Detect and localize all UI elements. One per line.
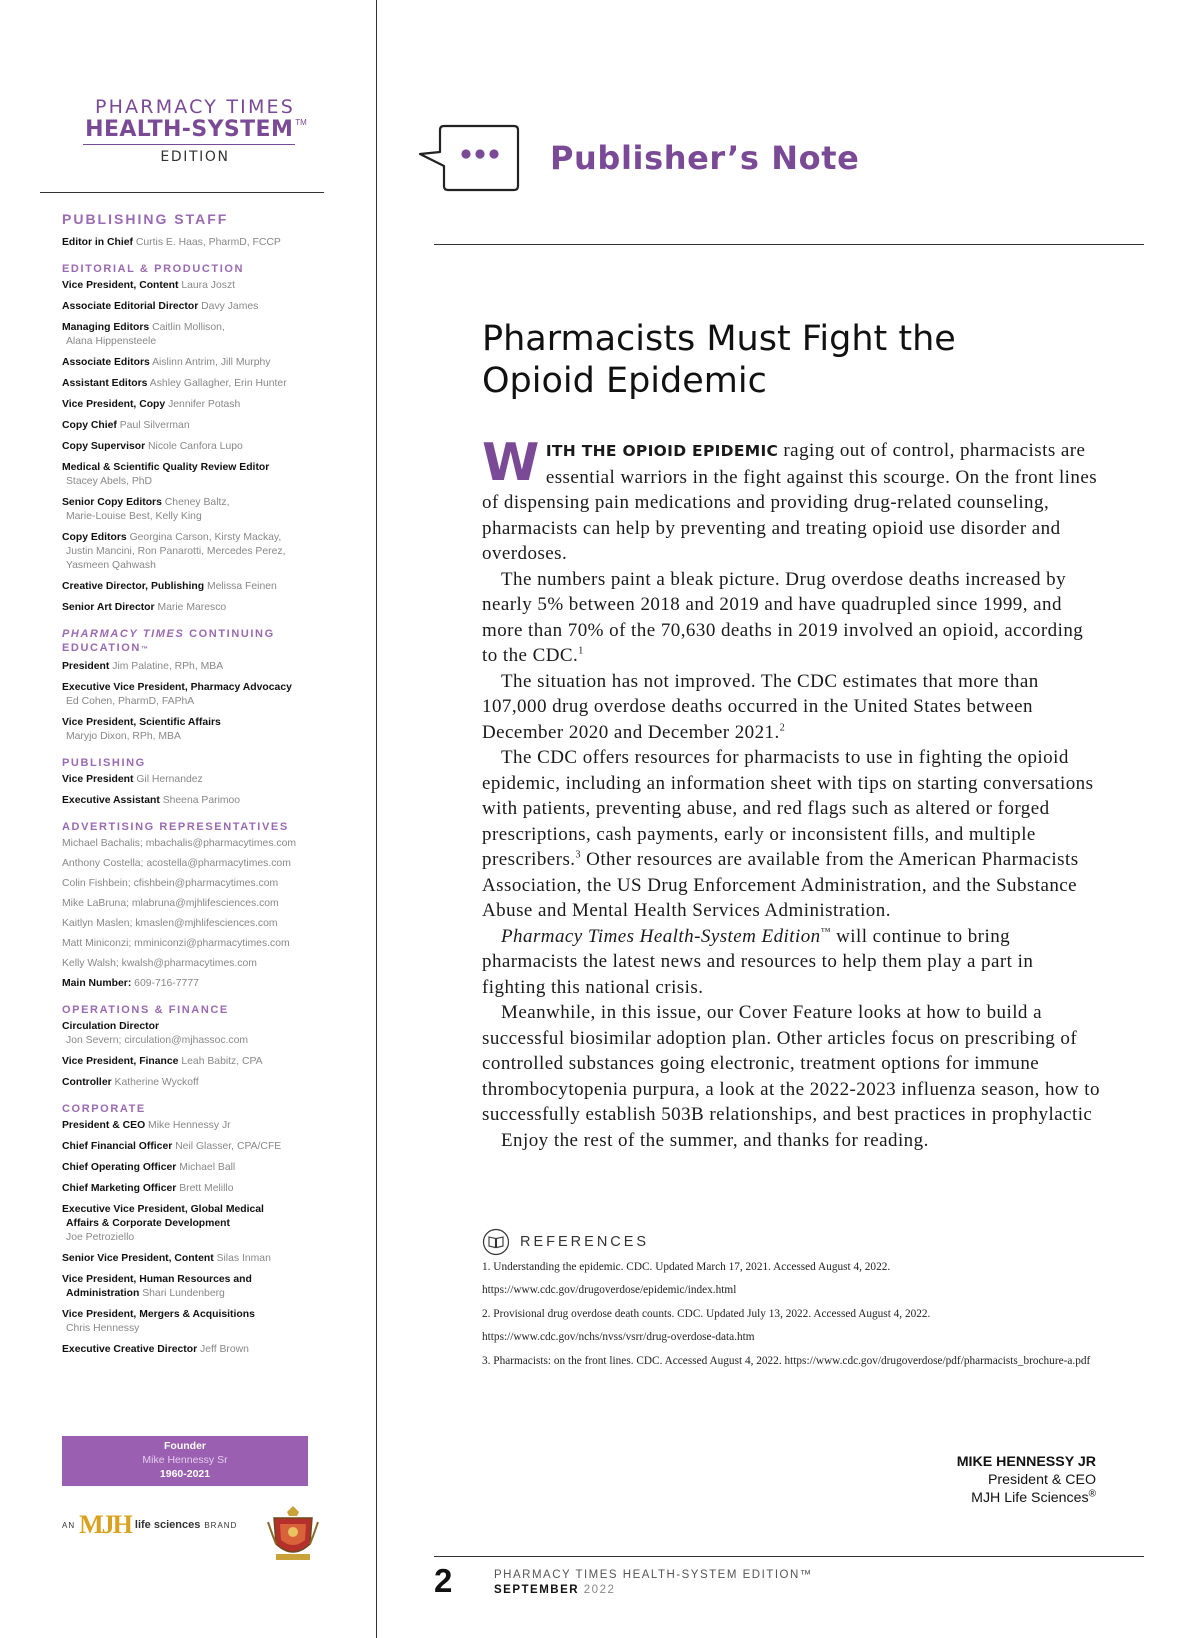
staff-entry bbox=[62, 356, 362, 370]
staff-name: Silas Inman bbox=[216, 1253, 271, 1264]
staff-name: Melissa Feinen bbox=[206, 581, 277, 592]
staff-role: Editor in Chief bbox=[62, 237, 133, 248]
staff-entry bbox=[62, 1203, 362, 1245]
staff-entry bbox=[62, 1119, 362, 1133]
staff-name: Shari Lundenberg bbox=[142, 1288, 225, 1299]
paragraph-text: The numbers paint a bleak picture. Drug overdose deaths increased by nearly 5% between 2018 and 2019 and have quadrupled since 1999, and more than 70% of the 70,630 deaths in 2019 involved an opioid, according to the CDC. bbox=[482, 568, 1084, 666]
staff-entry bbox=[62, 660, 362, 674]
header-divider bbox=[434, 244, 1144, 245]
references-title: REFERENCES bbox=[520, 1234, 650, 1250]
main-number-value: 609-716-7777 bbox=[134, 978, 199, 989]
staff-name-cont: Joe Petroziello bbox=[66, 1232, 135, 1243]
editorial-list bbox=[62, 279, 362, 615]
drop-cap: W bbox=[482, 433, 540, 493]
ce-list bbox=[62, 660, 362, 744]
paragraph bbox=[482, 669, 1102, 746]
staff-name: Marie Maresco bbox=[157, 602, 227, 613]
staff-role-line2 bbox=[62, 1287, 362, 1301]
staff-role: Associate Editorial Director bbox=[62, 301, 199, 312]
staff-entry bbox=[62, 1020, 362, 1048]
staff-role: Executive Vice President, Global Medical bbox=[62, 1204, 264, 1215]
masthead-line3: EDITION bbox=[160, 149, 230, 165]
staff-name: Cheney Baltz, bbox=[164, 497, 230, 508]
staff-entry bbox=[62, 1273, 362, 1301]
paragraph bbox=[482, 567, 1102, 669]
paragraph bbox=[482, 1128, 1102, 1154]
signature-block bbox=[957, 1453, 1096, 1507]
footer-year: 2022 bbox=[583, 1584, 616, 1596]
article-headline bbox=[482, 318, 1142, 402]
staff-entry bbox=[62, 1343, 362, 1357]
section-heading: CORPORATE bbox=[62, 1103, 146, 1115]
references-header bbox=[482, 1228, 649, 1256]
footer-month: SEPTEMBER bbox=[494, 1584, 580, 1596]
staff-entry bbox=[62, 440, 362, 454]
staff-name: Aislinn Antrim, Jill Murphy bbox=[152, 357, 271, 368]
staff-name: Laura Joszt bbox=[181, 280, 236, 291]
staff-role: Controller bbox=[62, 1077, 112, 1088]
staff-entry bbox=[62, 236, 362, 250]
paragraph-text: Enjoy the rest of the summer, and thanks for reading. bbox=[501, 1129, 929, 1151]
staff-name: Mike Hennessy Jr bbox=[148, 1120, 231, 1131]
staff-role-cont: Administration bbox=[66, 1288, 140, 1299]
registered-mark: ® bbox=[1088, 1488, 1096, 1500]
headline-line2: Opioid Epidemic bbox=[482, 361, 767, 401]
staff-entry bbox=[62, 580, 362, 594]
staff-role: Vice President, Mergers & Acquisitions bbox=[62, 1309, 255, 1320]
staff-role: Managing Editors bbox=[62, 322, 150, 333]
staff-name: Jeff Brown bbox=[200, 1344, 249, 1355]
staff-list bbox=[62, 212, 362, 1364]
citation-marker: 1 bbox=[578, 645, 584, 657]
main-number bbox=[62, 977, 362, 991]
staff-role: Copy Editors bbox=[62, 532, 127, 543]
staff-name: Georgina Carson, Kirsty Mackay, bbox=[129, 532, 282, 543]
staff-role: Vice President, Content bbox=[62, 280, 179, 291]
staff-role: Vice President bbox=[62, 774, 134, 785]
masthead-trademark: TM bbox=[295, 118, 307, 127]
advertising-contact: Mike LaBruna; mlabruna@mjhlifesciences.com bbox=[62, 898, 279, 909]
staff-name: Neil Glasser, CPA/CFE bbox=[175, 1141, 282, 1152]
founder-label: Founder bbox=[164, 1440, 206, 1452]
staff-role: Chief Financial Officer bbox=[62, 1141, 173, 1152]
staff-role: Senior Art Director bbox=[62, 602, 155, 613]
staff-role: President & CEO bbox=[62, 1120, 146, 1131]
signature-company bbox=[957, 1489, 1096, 1507]
publishing-list bbox=[62, 773, 362, 808]
paragraph bbox=[482, 745, 1102, 924]
section-heading bbox=[62, 627, 362, 657]
staff-role: Vice President, Scientific Affairs bbox=[62, 717, 221, 728]
section-heading: EDITORIAL & PRODUCTION bbox=[62, 263, 245, 275]
staff-entry bbox=[62, 794, 362, 808]
staff-entry bbox=[62, 496, 362, 524]
headline-line1: Pharmacists Must Fight the bbox=[482, 319, 956, 359]
staff-name: Paul Silverman bbox=[119, 420, 190, 431]
speech-bubble-icon bbox=[418, 124, 522, 194]
staff-role: Circulation Director bbox=[62, 1021, 159, 1032]
paragraph-text: The situation has not improved. The CDC estimates that more than 107,000 drug overdose deaths occurred in the United States between December 2020 and December 2021. bbox=[482, 670, 1039, 743]
reference-item: 1. Understanding the epidemic. CDC. Updated March 17, 2021. Accessed August 4, 2022. https://www.cdc.gov/drugoverdose/epidemic/index.html bbox=[482, 1261, 891, 1297]
sidebar bbox=[0, 0, 377, 1638]
citation-marker: 3 bbox=[575, 849, 581, 861]
staff-entry bbox=[62, 681, 362, 709]
staff-entry bbox=[62, 1140, 362, 1154]
sidebar-divider bbox=[40, 192, 324, 193]
crest-icon bbox=[266, 1504, 320, 1562]
staff-title: PUBLISHING STAFF bbox=[62, 211, 229, 227]
staff-role: Senior Vice President, Content bbox=[62, 1253, 214, 1264]
trademark: ™ bbox=[820, 926, 831, 938]
staff-name-cont: Ed Cohen, PharmD, FAPhA bbox=[66, 696, 195, 707]
section-heading-line2: EDUCATION bbox=[62, 642, 141, 654]
staff-role: Executive Assistant bbox=[62, 795, 160, 806]
paragraph bbox=[482, 433, 1102, 567]
staff-entry bbox=[62, 279, 362, 293]
staff-name: Brett Melillo bbox=[179, 1183, 234, 1194]
staff-entry bbox=[62, 419, 362, 433]
references-list bbox=[482, 1256, 1102, 1373]
staff-role: Vice President, Copy bbox=[62, 399, 166, 410]
staff-entry bbox=[62, 1308, 362, 1336]
staff-name: Katherine Wyckoff bbox=[114, 1077, 199, 1088]
staff-role: Chief Marketing Officer bbox=[62, 1183, 177, 1194]
citation-marker: 2 bbox=[779, 722, 786, 734]
staff-entry bbox=[62, 1161, 362, 1175]
footer-publication: PHARMACY TIMES HEALTH-SYSTEM EDITION™ bbox=[494, 1569, 813, 1581]
brand-suffix: BRAND bbox=[204, 1520, 238, 1530]
staff-name-cont: Jon Severn; circulation@mjhassoc.com bbox=[66, 1035, 249, 1046]
paragraph-text: The CDC offers resources for pharmacists to use in fighting the opioid epidemic, including an information sheet with tips on starting conversations with patients, preventing abuse, and red flags such as altered or forged prescriptions, cash payments, early or inconsistent fills, and multiple prescribers. bbox=[482, 747, 1094, 870]
staff-name: Ashley Gallagher, Erin Hunter bbox=[149, 378, 287, 389]
staff-role: Copy Chief bbox=[62, 420, 117, 431]
staff-name-cont: Chris Hennessy bbox=[66, 1323, 140, 1334]
publication-name: Pharmacy Times Health-System Edition bbox=[501, 925, 821, 947]
life-sciences-text: life sciences bbox=[134, 1519, 201, 1531]
advertising-contact: Matt Miniconzi; mminiconzi@pharmacytimes.com bbox=[62, 938, 290, 949]
staff-name: Nicole Canfora Lupo bbox=[148, 441, 243, 452]
staff-name: Jim Palatine, RPh, MBA bbox=[112, 661, 224, 672]
founder-name: Mike Hennessy Sr bbox=[142, 1454, 228, 1466]
staff-role: Copy Supervisor bbox=[62, 441, 146, 452]
corporate-list bbox=[62, 1119, 362, 1357]
staff-name-cont: Marie-Louise Best, Kelly King bbox=[66, 511, 202, 522]
trademark: ™ bbox=[140, 646, 150, 653]
page-number: 2 bbox=[434, 1562, 453, 1599]
masthead-line1: PHARMACY TIMES bbox=[94, 96, 296, 118]
staff-entry bbox=[62, 716, 362, 744]
article-body bbox=[482, 433, 1102, 1153]
masthead-logo bbox=[80, 96, 310, 165]
paragraph-text: will continue to bring pharmacists the latest news and resources to help them play a part in fighting this national crisis. bbox=[482, 925, 1034, 998]
staff-entry bbox=[62, 321, 362, 349]
staff-role: Executive Vice President, Pharmacy Advocacy bbox=[62, 682, 292, 693]
reference-item: 3. Pharmacists: on the front lines. CDC. Accessed August 4, 2022. https://www.cdc.gov/drugoverdose/pdf/pharmacists_brochure-a.pdf bbox=[482, 1354, 1091, 1367]
book-icon bbox=[482, 1228, 510, 1256]
staff-name-cont: Justin Mancini, Ron Panarotti, Mercedes Perez, bbox=[66, 546, 286, 557]
staff-entry bbox=[62, 1076, 362, 1090]
staff-name-cont: Maryjo Dixon, RPh, MBA bbox=[66, 731, 181, 742]
paragraph-text: raging out of control, pharmacists are essential warriors in the fight against this scourge. On the front lines of dispensing pain medications and providing drug-related counseling, pharmacists can help by preventing and treating opioid use disorder and overdoses. bbox=[482, 440, 1098, 564]
advertising-contact: Kelly Walsh; kwalsh@pharmacytimes.com bbox=[62, 958, 257, 969]
staff-role: Chief Operating Officer bbox=[62, 1162, 177, 1173]
staff-role: President bbox=[62, 661, 110, 672]
staff-entry bbox=[62, 377, 362, 391]
advertising-contact: Kaitlyn Maslen; kmaslen@mjhlifesciences.com bbox=[62, 918, 278, 929]
main-number-label: Main Number: bbox=[62, 978, 132, 989]
staff-entry bbox=[62, 1055, 362, 1069]
staff-name-cont: Yasmeen Qahwash bbox=[66, 560, 156, 571]
staff-entry bbox=[62, 1182, 362, 1196]
advertising-contact: Michael Bachalis; mbachalis@pharmacytimes.com bbox=[62, 838, 297, 849]
advertising-contact: Anthony Costella; acostella@pharmacytimes.com bbox=[62, 858, 291, 869]
staff-name: Curtis E. Haas, PharmD, FCCP bbox=[135, 237, 281, 248]
staff-name: Leah Babitz, CPA bbox=[181, 1056, 263, 1067]
staff-entry bbox=[62, 531, 362, 573]
section-heading: ADVERTISING REPRESENTATIVES bbox=[62, 821, 289, 833]
staff-name: Caitlin Mollison, bbox=[152, 322, 225, 333]
staff-role: Assistant Editors bbox=[62, 378, 148, 389]
staff-entry bbox=[62, 300, 362, 314]
founder-years: 1960-2021 bbox=[159, 1468, 211, 1480]
staff-name: Gil Hernandez bbox=[136, 774, 203, 785]
lead-in: ITH THE OPIOID EPIDEMIC bbox=[545, 442, 779, 460]
staff-role: Creative Director, Publishing bbox=[62, 581, 205, 592]
staff-entry bbox=[62, 1252, 362, 1266]
section-heading-rest: CONTINUING bbox=[184, 628, 275, 640]
staff-name: Davy James bbox=[201, 301, 259, 312]
staff-role: Associate Editors bbox=[62, 357, 150, 368]
staff-role-line2 bbox=[62, 1217, 362, 1231]
staff-name: Sheena Parimoo bbox=[162, 795, 241, 806]
company-name: MJH Life Sciences bbox=[971, 1490, 1089, 1506]
mjh-brand-logo bbox=[62, 1512, 237, 1538]
staff-name-cont: Alana Hippensteele bbox=[66, 336, 157, 347]
staff-role: Medical & Scientific Quality Review Editor bbox=[62, 462, 270, 473]
staff-role: Senior Copy Editors bbox=[62, 497, 162, 508]
section-heading: PUBLISHING bbox=[62, 757, 146, 769]
staff-entry bbox=[62, 773, 362, 787]
staff-name: Jennifer Potash bbox=[168, 399, 241, 410]
staff-role-cont: Affairs & Corporate Development bbox=[66, 1218, 230, 1229]
section-heading-italic: PHARMACY TIMES bbox=[62, 628, 185, 640]
brand-prefix: AN bbox=[62, 1520, 76, 1530]
paragraph-text: Other resources are available from the American Pharmacists Association, the US Drug Enforcement Administration, and the Substance Abuse and Mental Health Services Administration. bbox=[482, 849, 1079, 921]
footer-divider bbox=[434, 1556, 1144, 1557]
signature-title: President & CEO bbox=[987, 1472, 1096, 1488]
advertising-list bbox=[62, 837, 362, 971]
signature-name: MIKE HENNESSY JR bbox=[956, 1454, 1096, 1470]
advertising-contact: Colin Fishbein; cfishbein@pharmacytimes.com bbox=[62, 878, 279, 889]
section-title: Publisher’s Note bbox=[550, 139, 860, 177]
staff-entry bbox=[62, 601, 362, 615]
footer-issue-date bbox=[494, 1584, 615, 1596]
staff-role: Vice President, Human Resources and bbox=[62, 1274, 252, 1285]
staff-name-cont: Stacey Abels, PhD bbox=[66, 476, 153, 487]
masthead-line2: HEALTH-SYSTEM bbox=[83, 118, 295, 145]
founder-box bbox=[62, 1436, 308, 1486]
section-heading: OPERATIONS & FINANCE bbox=[62, 1004, 229, 1016]
paragraph bbox=[482, 924, 1102, 1001]
paragraph-text: Meanwhile, in this issue, our Cover Feature looks at how to build a successful biosimilar adoption plan. Other articles focus on prescribing of controlled substances going electronic, treatment options for immune thrombocytopenia purpura, a look at the 2022-2023 influenza season, how to successfully establish 503B relationships, and best practices in prophylactic bbox=[482, 1002, 1100, 1125]
staff-role: Vice President, Finance bbox=[62, 1056, 179, 1067]
mjh-logo: MJH bbox=[79, 1510, 131, 1539]
staff-name: Michael Ball bbox=[179, 1162, 236, 1173]
staff-role: Executive Creative Director bbox=[62, 1344, 198, 1355]
reference-item: 2. Provisional drug overdose death counts. CDC. Updated July 13, 2022. Accessed August 4, 2022. https://www.cdc.gov/nchs/nvss/vsrr/drug-overdose-data.htm bbox=[482, 1307, 931, 1344]
paragraph bbox=[482, 1000, 1102, 1128]
staff-entry bbox=[62, 398, 362, 412]
operations-list bbox=[62, 1020, 362, 1090]
staff-entry bbox=[62, 461, 362, 489]
